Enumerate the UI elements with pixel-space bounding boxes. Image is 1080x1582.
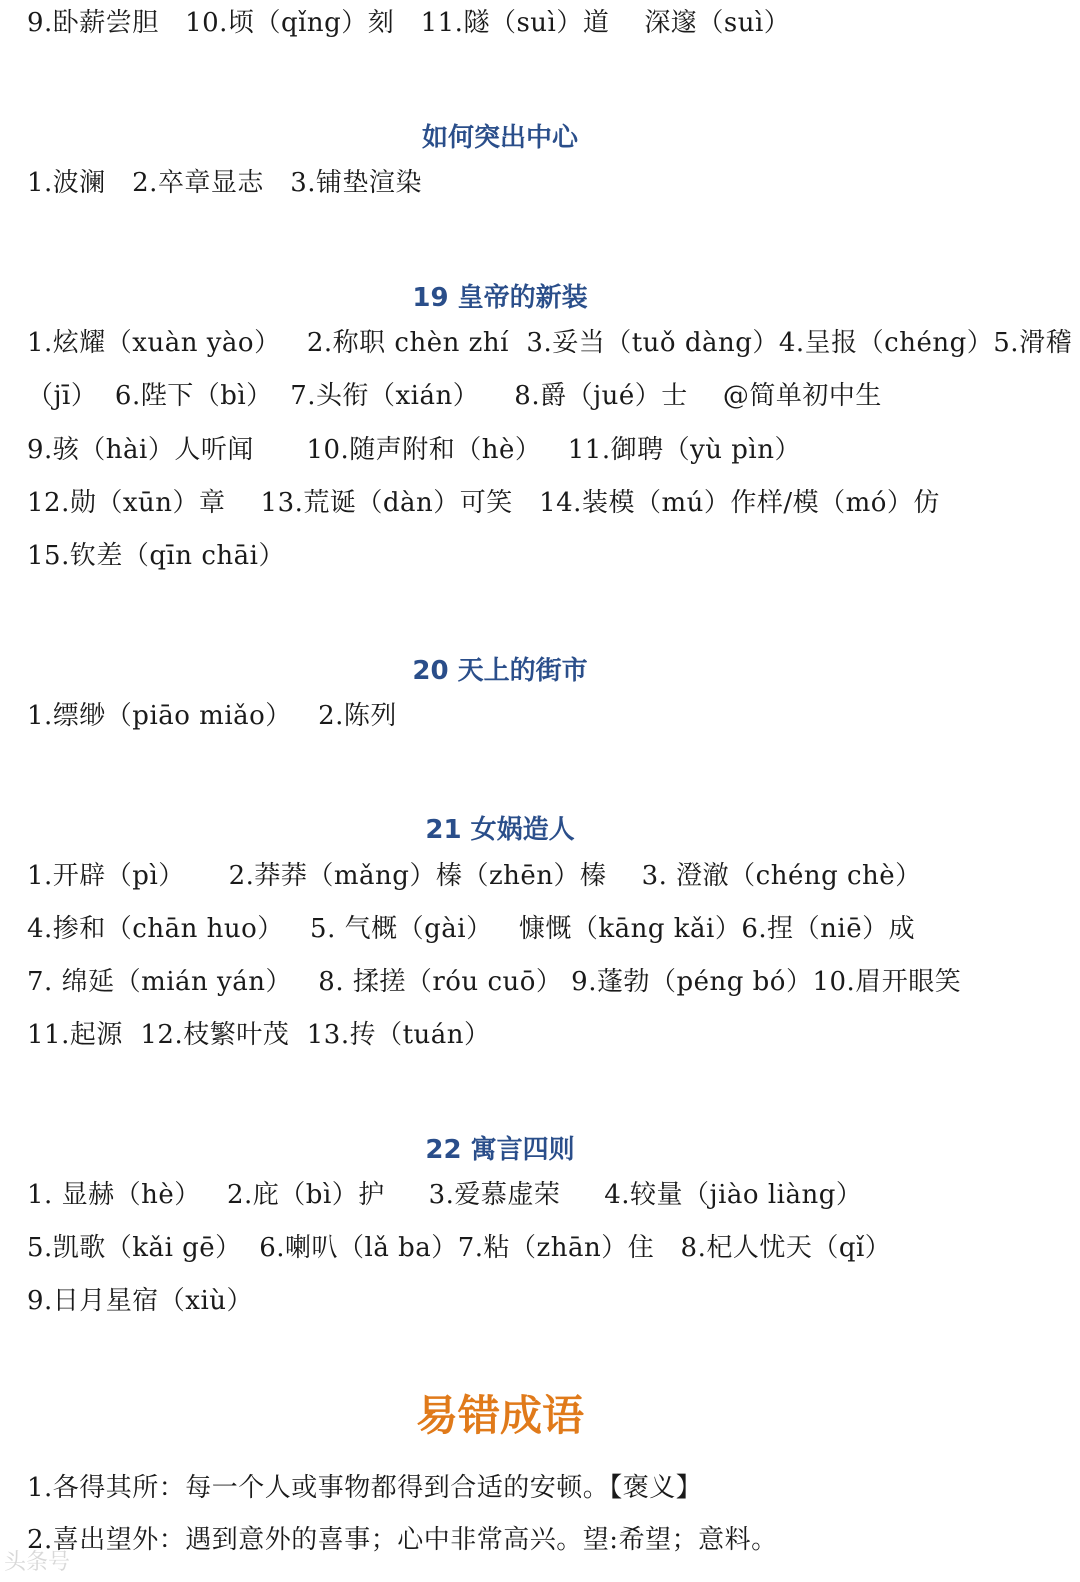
section-title: 22 寓言四则 [425, 1135, 575, 1165]
text-line: 11.起源 12.枝繁叶茂 13.抟（tuán） [27, 1020, 491, 1050]
section-title: 19 皇帝的新装 [412, 283, 588, 313]
section-title: 如何突出中心 [421, 123, 578, 153]
text-line: 1. 显赫（hè） 2.庇（bì）护 3.爱慕虚荣 4.较量（jiào liàng） [27, 1180, 863, 1210]
text-line: 1.开辟（pì） 2.莽莽（mǎng）榛（zhēn）榛 3. 澄澈（chéng chè） [27, 861, 922, 891]
text-line: 9.骇（hài）人听闻 10.随声附和（hè） 11.御聘（yù pìn） [27, 435, 801, 465]
text-line: 9.卧薪尝胆 10.顷（qǐng）刻 11.隧（suì）道 深邃（suì） [27, 8, 791, 38]
text-line: （jī） 6.陛下（bì） 7.头衔（xián） 8.爵（jué）士 @简单初中生 [27, 381, 882, 411]
text-line: 7. 绵延（mián yán） 8. 揉搓（róu cuō） 9.蓬勃（péng bó）10.眉开眼笑 [27, 967, 962, 997]
section-title: 21 女娲造人 [425, 815, 575, 845]
watermark-logo: 头条号 [4, 1550, 71, 1575]
text-line: 1.缥缈（piāo miǎo） 2.陈列 [27, 701, 397, 731]
text-line: 1.波澜 2.卒章显志 3.铺垫渲染 [27, 168, 423, 198]
text-line: 15.钦差（qīn chāi） [27, 541, 285, 571]
text-line: 9.日月星宿（xiù） [27, 1286, 254, 1316]
text-line: 4.掺和（chān huo） 5. 气概（gài） 慷慨（kāng kǎi）6.捏（niē）成 [27, 914, 916, 944]
text-line: 5.凯歌（kǎi gē） 6.喇叭（lǎ ba）7.粘（zhān）住 8.杞人忧天（qǐ） [27, 1233, 892, 1263]
section-title: 20 天上的街市 [412, 656, 588, 686]
text-line: 12.勋（xūn）章 13.荒诞（dàn）可笑 14.装模（mú）作样/模（mó）仿 [27, 488, 940, 518]
text-line: 2.喜出望外：遇到意外的喜事；心中非常高兴。望:希望；意料。 [27, 1525, 778, 1555]
text-line: 1.炫耀（xuàn yào） 2.称职 chèn zhí 3.妥当（tuǒ dàng）4.呈报（chéng）5.滑稽 [27, 328, 1073, 358]
text-line: 1.各得其所：每一个人或事物都得到合适的安顿。【褒义】 [27, 1473, 703, 1503]
idioms-title: 易错成语 [415, 1391, 584, 1440]
